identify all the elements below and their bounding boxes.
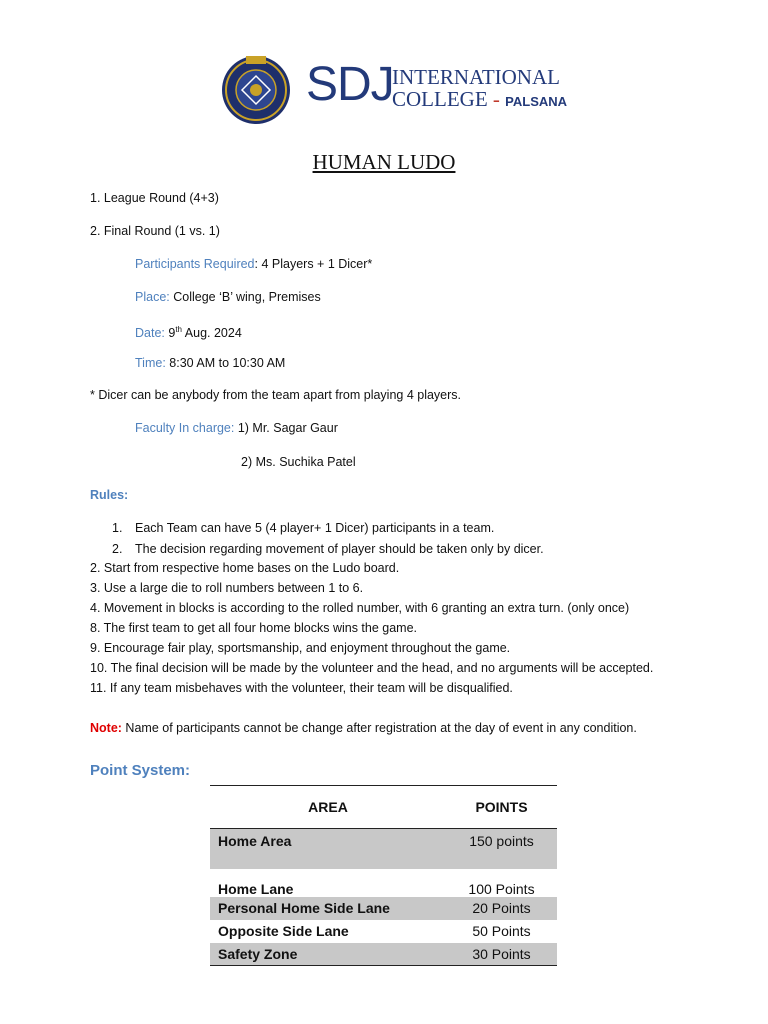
rule-item: 3. Use a large die to roll numbers between 1 to 6. xyxy=(90,581,364,595)
header-points: POINTS xyxy=(446,786,557,829)
faculty-label: Faculty In charge: xyxy=(135,421,235,435)
rule-item: 2. Start from respective home bases on the Ludo board. xyxy=(90,561,400,575)
table-row xyxy=(210,897,557,920)
date-suffix: th xyxy=(175,325,182,334)
rule-numbered-item xyxy=(112,541,544,557)
points-cell: 100 Points xyxy=(468,880,535,897)
table-row xyxy=(210,920,557,943)
logo-sdj-text: SDJ xyxy=(306,58,394,111)
rule-item: 9. Encourage fair play, sportsmanship, and enjoyment throughout the game. xyxy=(90,641,511,655)
date-day: 9 xyxy=(164,326,176,341)
rule-item: 10. The final decision will be made by the volunteer and the head, and no arguments will be accepted. xyxy=(90,661,654,675)
date-month-year: Aug. 2024 xyxy=(182,326,242,341)
faculty-first: 1) Mr. Sagar Gaur xyxy=(234,421,338,435)
date-line xyxy=(135,322,242,341)
rule-text: Each Team can have 5 (4 player+ 1 Dicer) participants in a team. xyxy=(135,521,495,535)
point-system-table xyxy=(210,785,557,966)
table-header-row xyxy=(210,786,557,829)
rule-number: 2. xyxy=(112,542,123,556)
logo-college-line xyxy=(392,88,567,113)
place-value: College ‘B’ wing, Premises xyxy=(169,290,321,304)
logo-college-text: COLLEGE xyxy=(392,87,488,111)
note-line xyxy=(90,720,637,736)
time-label: Time: xyxy=(135,356,166,370)
faculty-line xyxy=(135,420,338,436)
note-text: Name of participants cannot be change after registration at the day of event in any condition. xyxy=(121,721,637,735)
document-title: HUMAN LUDO xyxy=(312,150,456,174)
points-cell: 150 points xyxy=(446,829,557,869)
college-seal-icon xyxy=(218,52,294,128)
college-logo-header xyxy=(200,44,570,134)
participants-line xyxy=(135,256,372,272)
rule-item: 8. The first team to get all four home blocks wins the game. xyxy=(90,621,418,635)
rule-item: 4. Movement in blocks is according to the rolled number, with 6 granting an extra turn. (only once) xyxy=(90,601,630,615)
area-cell: Home Area xyxy=(210,829,446,869)
round-final: 2. Final Round (1 vs. 1) xyxy=(90,224,220,238)
participants-value: : 4 Players + 1 Dicer* xyxy=(254,257,373,271)
area-cell: Opposite Side Lane xyxy=(218,923,349,939)
point-system-title: Point System: xyxy=(90,762,191,779)
round-league: 1. League Round (4+3) xyxy=(90,191,219,205)
rule-item: 11. If any team misbehaves with the volunteer, their team will be disqualified. xyxy=(90,681,513,695)
points-cell: 20 Points xyxy=(446,897,557,920)
time-line xyxy=(135,355,285,371)
participants-label: Participants Required xyxy=(135,257,255,271)
area-cell: Personal Home Side Lane xyxy=(210,897,446,920)
time-value: 8:30 AM to 10:30 AM xyxy=(165,356,286,370)
table-row xyxy=(210,869,557,897)
logo-palsana-text: PALSANA xyxy=(505,94,568,109)
note-label: Note: xyxy=(90,721,122,735)
area-cell: Safety Zone xyxy=(210,943,446,966)
faculty-second: 2) Ms. Suchika Patel xyxy=(241,455,356,469)
points-cell: 50 Points xyxy=(472,923,531,939)
rules-heading: Rules: xyxy=(90,488,129,502)
dicer-note: * Dicer can be anybody from the team apart from playing 4 players. xyxy=(90,388,462,402)
rule-number: 1. xyxy=(112,521,123,535)
area-cell: Home Lane xyxy=(218,880,294,897)
logo-dash: - xyxy=(487,87,506,111)
date-label: Date: xyxy=(135,326,165,341)
rule-text: The decision regarding movement of player should be taken only by dicer. xyxy=(135,542,544,556)
header-area: AREA xyxy=(210,786,446,829)
place-label: Place: xyxy=(135,290,170,304)
table-row xyxy=(210,829,557,869)
points-cell: 30 Points xyxy=(446,943,557,966)
logo-international-text: INTERNATIONAL xyxy=(392,65,560,89)
rule-numbered-item xyxy=(112,520,494,536)
table-row xyxy=(210,943,557,966)
place-line xyxy=(135,289,321,305)
